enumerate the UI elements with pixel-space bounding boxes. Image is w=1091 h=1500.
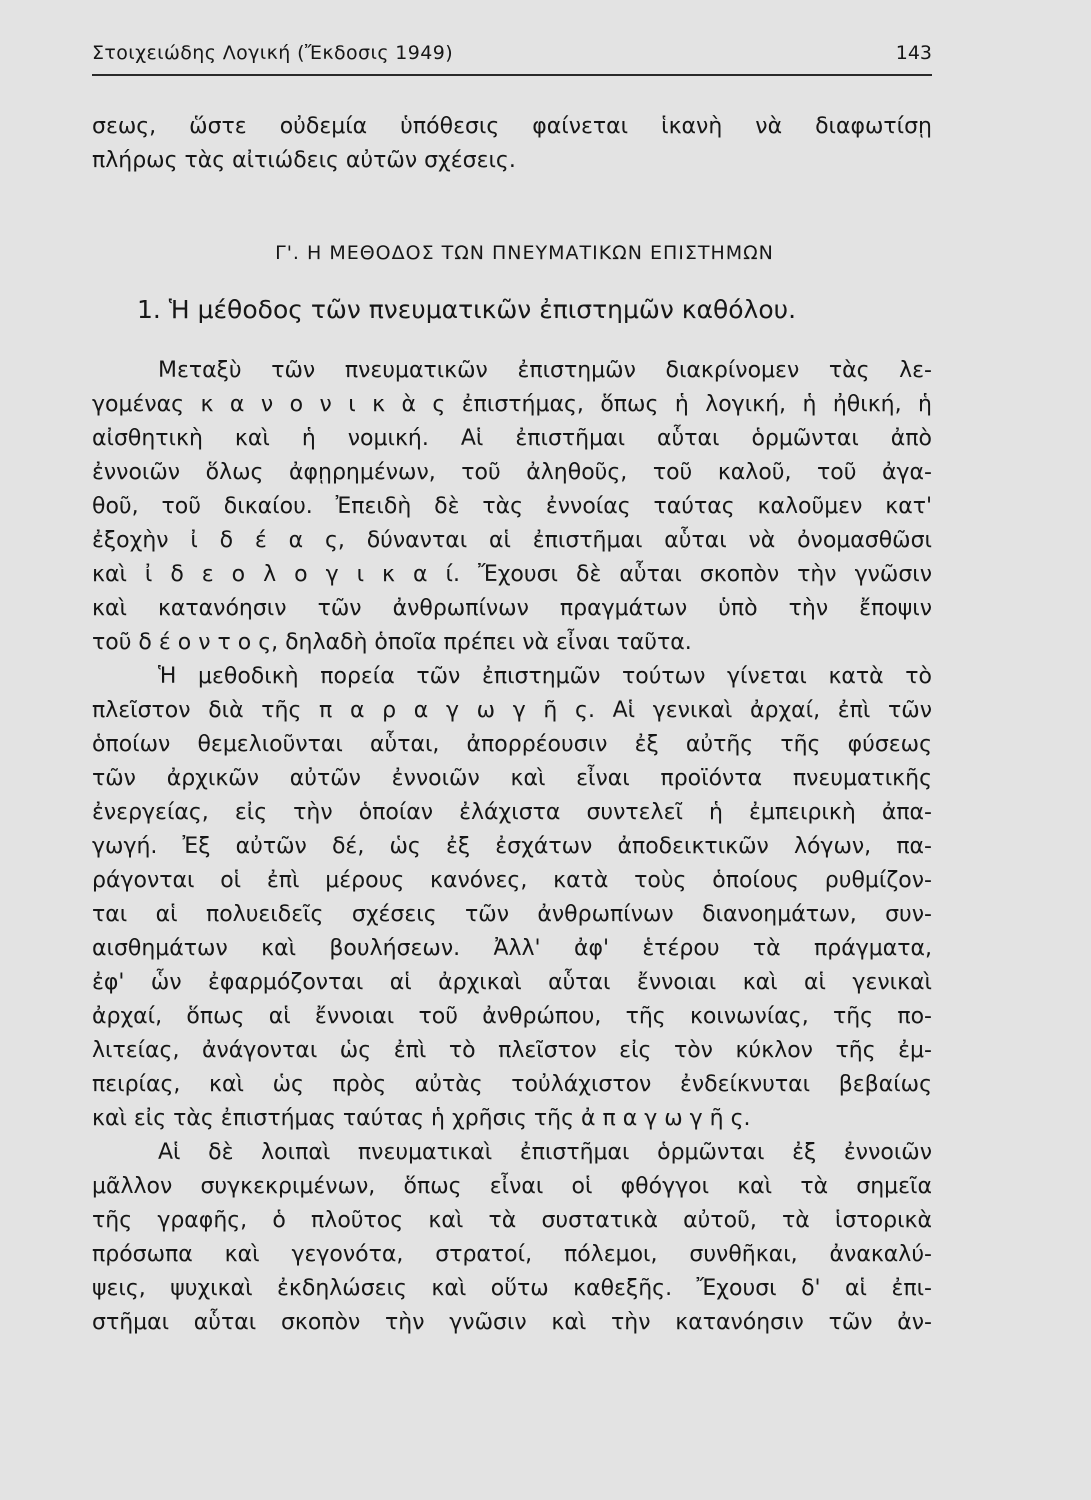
text-line: Αἱ δὲ λοιπαὶ πνευματικαὶ ἐπιστῆμαι ὁρμῶνται ἐξ ἐννοιῶν [158,1140,932,1165]
text-line: γωγή. Ἐξ αὐτῶν δέ, ὡς ἐξ ἐσχάτων ἀποδεικτικῶν λόγων, πα- [92,834,932,859]
text-line: ἐφ' ὧν ἐφαρμόζονται αἱ ἀρχικαὶ αὗται ἔννοιαι καὶ αἱ γενικαὶ [92,970,932,995]
paragraph-3 [92,1136,932,1340]
text-line: ἐξοχὴν ἰ δ έ α ς, δύνανται αἱ ἐπιστῆμαι αὗται νὰ ὀνομασθῶσι [92,528,932,553]
text-line: στῆμαι αὗται σκοπὸν τὴν γνῶσιν καὶ τὴν κατανόησιν τῶν ἀν- [92,1310,932,1335]
text-line: πλεῖστον διὰ τῆς π α ρ α γ ω γ ῆ ς. Αἱ γενικαὶ ἀρχαί, ἐπὶ τῶν [92,698,932,723]
text-line: πειρίας, καὶ ὡς πρὸς αὐτὰς τοὐλάχιστον ἐνδείκνυται βεβαίως [92,1072,932,1097]
text-line: ἀρχαί, ὅπως αἱ ἔννοιαι τοῦ ἀνθρώπου, τῆς κοινωνίας, τῆς πο- [92,1004,932,1029]
text-line: τῶν ἀρχικῶν αὐτῶν ἐννοιῶν καὶ εἶναι προϊόντα πνευματικῆς [92,766,932,791]
text-line: καὶ κατανόησιν τῶν ἀνθρωπίνων πραγμάτων ὑπὸ τὴν ἔποψιν [92,596,932,621]
text-line: ἐνεργείας, εἰς τὴν ὁποίαν ἐλάχιστα συντελεῖ ἡ ἐμπειρικὴ ἀπα- [92,800,932,825]
text-line: τοῦ δ έ ο ν τ ο ς, δηλαδὴ ὁποῖα πρέπει νὰ εἶναι ταῦτα. [92,630,692,655]
text-line: καὶ εἰς τὰς ἐπιστήμας ταύτας ἡ χρῆσις τῆς ἀ π α γ ω γ ῆ ς. [92,1106,751,1131]
page-header [92,40,932,76]
text-line: ἐννοιῶν ὅλως ἀφῃρημένων, τοῦ ἀληθοῦς, τοῦ καλοῦ, τοῦ ἀγα- [92,460,932,485]
text-line: πρόσωπα καὶ γεγονότα, στρατοί, πόλεμοι, συνθῆκαι, ἀνακαλύ- [92,1242,932,1267]
text-line: ράγονται οἱ ἐπὶ μέρους κανόνες, κατὰ τοὺς ὁποίους ρυθμίζον- [92,868,932,893]
body-text [92,110,932,1340]
text-line: αἰσθητικὴ καὶ ἡ νομική. Αἱ ἐπιστῆμαι αὗται ὁρμῶνται ἀπὸ [92,426,932,451]
text-line: Μεταξὺ τῶν πνευματικῶν ἐπιστημῶν διακρίνομεν τὰς λε- [158,358,932,383]
text-line: ται αἱ πολυειδεῖς σχέσεις τῶν ἀνθρωπίνων διανοημάτων, συν- [92,902,932,927]
opening-paragraph [92,110,932,178]
section-title: Γ'. Η ΜΕΘΟΔΟΣ ΤΩΝ ΠΝΕΥΜΑΤΙΚΩΝ ΕΠΙΣΤΗΜΩΝ [275,242,774,264]
paragraph-1 [92,354,932,660]
text-line: θοῦ, τοῦ δικαίου. Ἐπειδὴ δὲ τὰς ἐννοίας ταύτας καλοῦμεν κατ' [92,494,932,519]
text-line: πλήρως τὰς αἰτιώδεις αὐτῶν σχέσεις. [92,148,516,173]
text-line: τῆς γραφῆς, ὁ πλοῦτος καὶ τὰ συστατικὰ αὐτοῦ, τὰ ἱστορικὰ [92,1208,932,1233]
running-title: Στοιχειώδης Λογική (Ἔκδοσις 1949) [92,42,454,64]
text-line: αισθημάτων καὶ βουλήσεων. Ἀλλ' ἀφ' ἑτέρου τὰ πράγματα, [92,936,932,961]
text-line: λιτείας, ἀνάγονται ὡς ἐπὶ τὸ πλεῖστον εἰς τὸν κύκλον τῆς ἐμ- [92,1038,932,1063]
text-line: σεως, ὥστε οὐδεμία ὑπόθεσις φαίνεται ἱκανὴ νὰ διαφωτίσῃ [92,114,932,139]
text-line: ὁποίων θεμελιοῦνται αὗται, ἀπορρέουσιν ἐξ αὐτῆς τῆς φύσεως [92,732,932,757]
paragraph-2 [92,660,932,1136]
text-line: ψεις, ψυχικαὶ ἐκδηλώσεις καὶ οὕτω καθεξῆς. Ἔχουσι δ' αἱ ἐπι- [92,1276,932,1301]
page-number: 143 [895,42,932,64]
text-line: Ἡ μεθοδικὴ πορεία τῶν ἐπιστημῶν τούτων γίνεται κατὰ τὸ [158,664,932,689]
subsection-title: 1. Ἡ μέθοδος τῶν πνευματικῶν ἐπιστημῶν καθόλου. [137,295,797,324]
text-line: καὶ ἰ δ ε ο λ ο γ ι κ α ί. Ἔχουσι δὲ αὗται σκοπὸν τὴν γνῶσιν [92,562,932,587]
text-line: μᾶλλον συγκεκριμένων, ὅπως εἶναι οἱ φθόγγοι καὶ τὰ σημεῖα [92,1174,932,1199]
text-line: γομένας κ α ν ο ν ι κ ὰ ς ἐπιστήμας, ὅπως ἡ λογική, ἡ ἠθική, ἡ [92,392,932,417]
